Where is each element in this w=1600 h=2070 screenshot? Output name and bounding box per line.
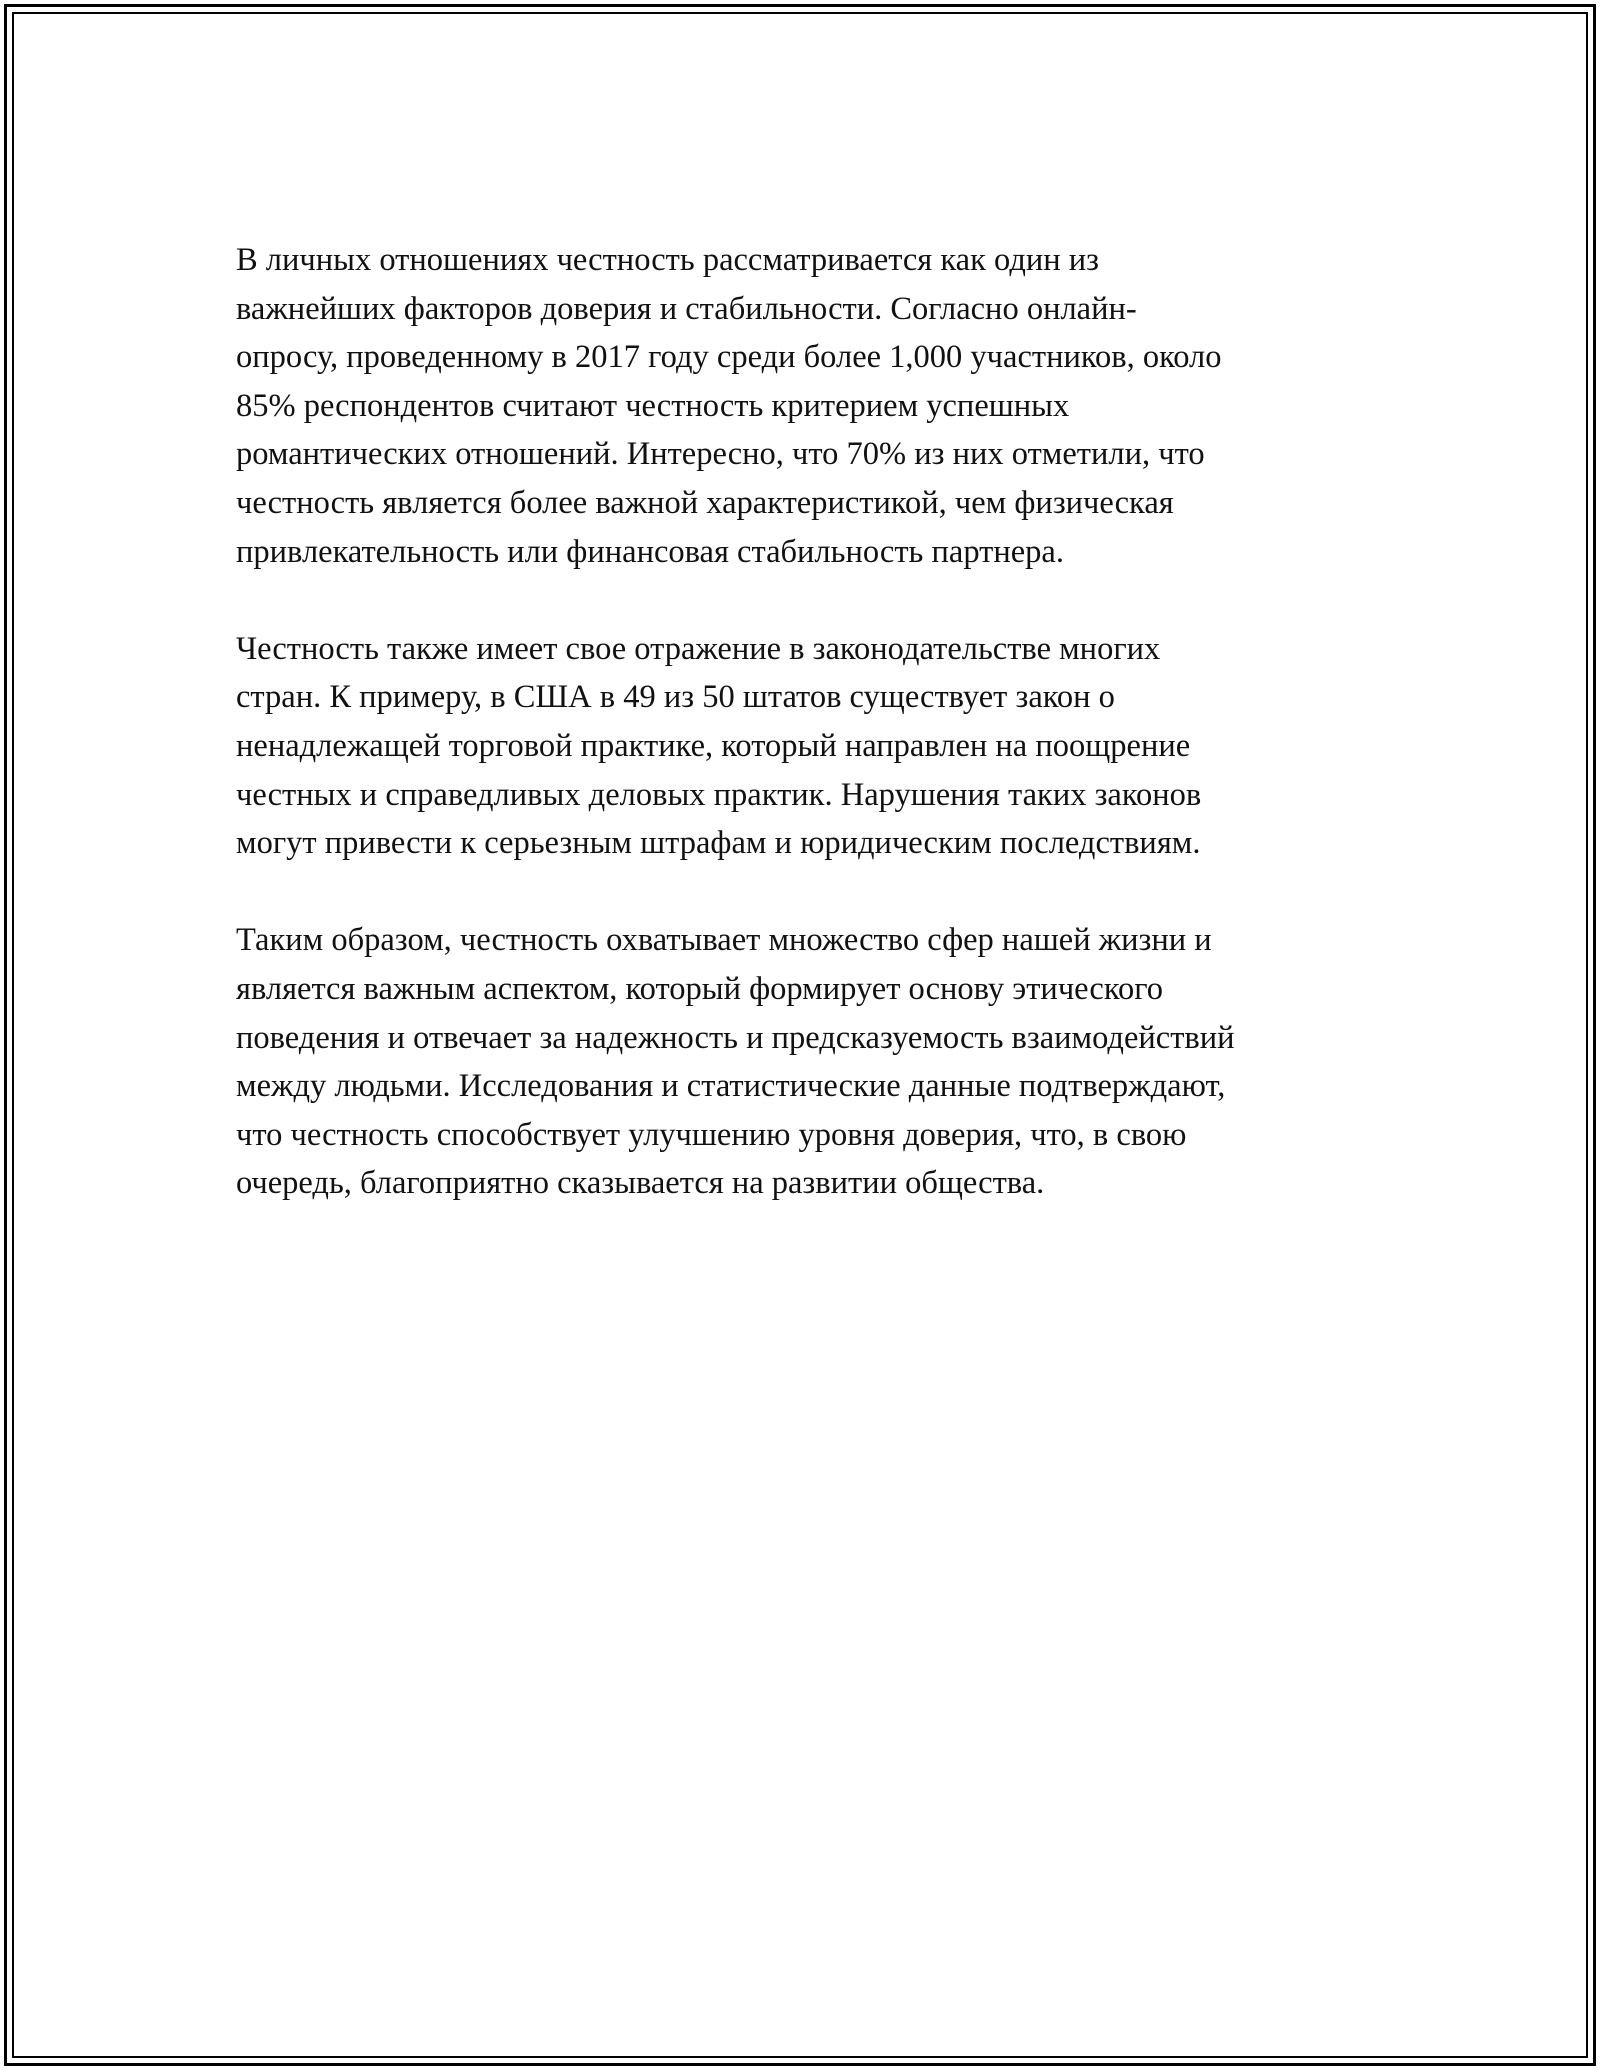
paragraph-legislation: Честность также имеет свое отражение в законодательстве многих стран. К примеру, в США в 49 из 50 штатов существует закон о ненадлежащей торговой практике, который направлен на поощрение честных и справедливых деловых практик. Нарушения таких законов могут привести к серьезным штрафам и юридическим последствиям. xyxy=(236,630,1202,862)
document-body xyxy=(236,236,1386,1256)
paragraph-relationships: В личных отношениях честность рассматривается как один из важнейших факторов доверия и стабильности. Согласно онлайн- опросу, проведенному в 2017 году среди более 1,000 участников, около 85% респондентов считают честность критерием успешных романтических отношений. Интересно, что 70% из них отметили, что честность является более важной характеристикой, чем физическая привлекательность или финансовая стабильность партнера. xyxy=(236,242,1222,570)
paragraph-conclusion: Таким образом, честность охватывает множество сфер нашей жизни и является важным аспектом, который формирует основу этического поведения и отвечает за надежность и предсказуемость взаимодействий между людьми. Исследования и статистические данные подтверждают, что честность способствует улучшению уровня доверия, что, в свою очередь, благоприятно сказывается на развитии общества. xyxy=(236,922,1235,1202)
